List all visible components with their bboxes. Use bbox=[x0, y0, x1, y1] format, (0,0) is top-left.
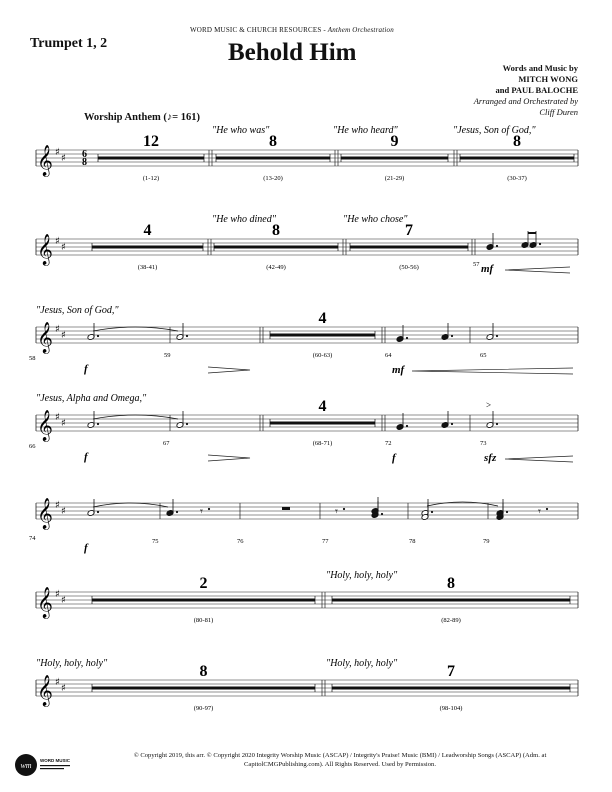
lyric-cue: "Jesus, Son of God," bbox=[36, 305, 119, 316]
tie bbox=[93, 415, 178, 419]
sharp-icon: ♯ bbox=[61, 418, 66, 429]
rest-count: 9 bbox=[390, 133, 399, 150]
measure-range: (1-12) bbox=[142, 175, 160, 182]
measure-number: 65 bbox=[480, 352, 487, 359]
rest-count: 8 bbox=[199, 663, 208, 680]
sharp-icon: ♯ bbox=[61, 330, 66, 341]
measure-range: (60-63) bbox=[312, 352, 333, 359]
dynamic-marking: sfz bbox=[484, 452, 497, 464]
treble-clef-icon: 𝄞 bbox=[37, 410, 53, 441]
sharp-icon: ♯ bbox=[55, 412, 60, 423]
multimeasure-rest bbox=[350, 246, 468, 249]
rest-count: 12 bbox=[143, 133, 159, 150]
dot bbox=[208, 508, 210, 510]
sharp-icon: ♯ bbox=[55, 324, 60, 335]
crescendo-hairpin bbox=[505, 456, 573, 462]
rest-count: 2 bbox=[199, 575, 208, 592]
measure-number: 66 bbox=[29, 443, 36, 450]
tie bbox=[93, 503, 168, 507]
dot bbox=[546, 508, 548, 510]
dot bbox=[496, 245, 498, 247]
dynamic-marking: f bbox=[84, 363, 88, 375]
publisher-subtitle: - Anthem Orchestration bbox=[323, 26, 394, 34]
dot bbox=[406, 425, 408, 427]
dynamic-marking: f bbox=[84, 451, 88, 463]
dot bbox=[97, 511, 99, 513]
copyright-notice: © Copyright 2019, this arr. © Copyright 2020 Integrity Worship Music (ASCAP) / Integrity's Praise! Music (BMI) / Leadworship Songs (ASCAP) (Adm. at CapitolCMGPublishing.com). All Rights Reserved. Used by Permission. bbox=[133, 752, 547, 768]
dot bbox=[176, 511, 178, 513]
dot bbox=[451, 423, 453, 425]
word-music-logo bbox=[14, 752, 74, 780]
lyric-cue: "Holy, holy, holy" bbox=[326, 570, 398, 581]
measure-range: (68-71) bbox=[312, 440, 333, 447]
publisher-name: WORD MUSIC & CHURCH RESOURCES bbox=[190, 26, 322, 34]
page-title: Behold Him bbox=[228, 39, 357, 66]
dynamic-marking: mf bbox=[392, 364, 405, 376]
sharp-icon: ♯ bbox=[61, 242, 66, 253]
measure-number: 74 bbox=[29, 535, 36, 542]
tie bbox=[93, 327, 178, 331]
measure-number: 57 bbox=[473, 261, 480, 268]
measure-range: (82-89) bbox=[441, 617, 461, 624]
multimeasure-rest bbox=[214, 246, 338, 249]
rest-count: 4 bbox=[318, 310, 327, 327]
dot bbox=[343, 508, 345, 510]
measure-range: (90-97) bbox=[193, 705, 214, 712]
crescendo-hairpin bbox=[412, 368, 573, 374]
sharp-icon: ♯ bbox=[61, 595, 66, 606]
measure-number: 59 bbox=[164, 352, 171, 359]
tempo-value: = 161 bbox=[172, 112, 197, 123]
measure-range: (98-104) bbox=[439, 705, 463, 712]
eighth-rest-icon: 𝄾 bbox=[538, 505, 541, 518]
sharp-icon: ♯ bbox=[55, 147, 60, 158]
credits-arranger: Cliff Duren bbox=[539, 107, 578, 117]
treble-clef-icon: 𝄞 bbox=[37, 675, 53, 706]
lyric-cue: "Holy, holy, holy" bbox=[326, 658, 398, 669]
multimeasure-rest bbox=[270, 334, 375, 337]
measure-range: (13-20) bbox=[263, 175, 283, 182]
measure-number: 76 bbox=[237, 538, 244, 545]
multimeasure-rest bbox=[92, 246, 203, 249]
rest-count: 7 bbox=[447, 663, 455, 680]
eighth-note-icon: ♪ bbox=[166, 112, 173, 123]
dot bbox=[406, 337, 408, 339]
sharp-icon: ♯ bbox=[61, 153, 66, 164]
measure-range: (21-29) bbox=[384, 175, 405, 182]
credits-composer: MITCH WONG bbox=[518, 74, 578, 84]
dot bbox=[186, 335, 188, 337]
multimeasure-rest bbox=[270, 422, 375, 425]
measure-range: (50-56) bbox=[399, 264, 419, 271]
multimeasure-rest bbox=[341, 157, 448, 160]
measure-range: (80-81) bbox=[193, 617, 214, 624]
treble-clef-icon: 𝄞 bbox=[37, 145, 53, 176]
lyric-cue: "Holy, holy, holy" bbox=[36, 658, 108, 669]
measure-number: 72 bbox=[385, 440, 392, 447]
multimeasure-rest bbox=[92, 599, 315, 602]
rest-count: 8 bbox=[513, 133, 521, 150]
part-name: Trumpet 1, 2 bbox=[30, 36, 108, 51]
svg-text:wm: wm bbox=[20, 761, 32, 770]
rest-count: 4 bbox=[318, 398, 327, 415]
multimeasure-rest bbox=[92, 687, 315, 690]
sharp-icon: ♯ bbox=[55, 500, 60, 511]
time-signature: 8 bbox=[82, 157, 87, 168]
dot bbox=[539, 243, 541, 245]
treble-clef-icon: 𝄞 bbox=[37, 322, 53, 353]
dot bbox=[381, 513, 383, 515]
measure-range: (38-41) bbox=[137, 264, 158, 271]
dot bbox=[431, 511, 433, 513]
lyric-cue: "He who was" bbox=[212, 125, 270, 136]
lyric-cue: "He who chose" bbox=[343, 214, 408, 225]
treble-clef-icon: 𝄞 bbox=[37, 498, 53, 529]
measure-range: (30-37) bbox=[507, 175, 527, 182]
multimeasure-rest bbox=[98, 157, 204, 160]
measure-number: 77 bbox=[322, 538, 329, 545]
rest-count: 8 bbox=[447, 575, 455, 592]
sharp-icon: ♯ bbox=[55, 236, 60, 247]
measure-number: 75 bbox=[152, 538, 159, 545]
measure-number: 64 bbox=[385, 352, 392, 359]
measure-number: 78 bbox=[409, 538, 416, 545]
svg-text:WORD MUSIC: WORD MUSIC bbox=[40, 758, 70, 763]
sharp-icon: ♯ bbox=[55, 589, 60, 600]
treble-clef-icon: 𝄞 bbox=[37, 587, 53, 618]
credits-composer: and PAUL BALOCHE bbox=[495, 85, 578, 95]
lyric-cue: "Jesus, Alpha and Omega," bbox=[36, 393, 147, 404]
dot bbox=[496, 335, 498, 337]
measure-range: (42-49) bbox=[266, 264, 286, 271]
multimeasure-rest bbox=[332, 599, 570, 602]
tempo-label: Worship Anthem bbox=[84, 112, 161, 123]
measure-number: 73 bbox=[480, 440, 487, 447]
lyric-cue: "Jesus, Son of God," bbox=[453, 125, 536, 136]
sharp-icon: ♯ bbox=[61, 506, 66, 517]
multimeasure-rest bbox=[216, 157, 330, 160]
measure-number: 58 bbox=[29, 355, 36, 362]
rest-count: 8 bbox=[272, 222, 280, 239]
dynamic-marking: f bbox=[84, 542, 88, 554]
decrescendo-hairpin bbox=[208, 455, 250, 461]
dot bbox=[97, 335, 99, 337]
dot bbox=[496, 423, 498, 425]
accent-icon: > bbox=[486, 400, 492, 410]
multimeasure-rest bbox=[332, 687, 570, 690]
multimeasure-rest bbox=[460, 157, 574, 160]
dot bbox=[186, 423, 188, 425]
tempo-marking: Worship Anthem (♪= 161) bbox=[84, 112, 200, 123]
eighth-rest-icon: 𝄾 bbox=[200, 505, 203, 518]
credits-line: Arranged and Orchestrated by bbox=[473, 96, 578, 106]
lyric-cue: "He who heard" bbox=[333, 125, 398, 136]
rest-count: 7 bbox=[405, 222, 413, 239]
crescendo-hairpin bbox=[505, 267, 570, 273]
decrescendo-hairpin bbox=[208, 367, 250, 373]
dot bbox=[451, 335, 453, 337]
measure-number: 79 bbox=[483, 538, 490, 545]
treble-clef-icon: 𝄞 bbox=[37, 234, 53, 265]
rest-count: 8 bbox=[269, 133, 277, 150]
dot bbox=[97, 423, 99, 425]
dynamic-marking: mf bbox=[481, 263, 494, 275]
measure-number: 67 bbox=[163, 440, 170, 447]
sharp-icon: ♯ bbox=[55, 677, 60, 688]
time-signature: 6 bbox=[82, 149, 87, 160]
sharp-icon: ♯ bbox=[61, 683, 66, 694]
whole-rest bbox=[282, 507, 290, 510]
lyric-cue: "He who dined" bbox=[212, 214, 276, 225]
dynamic-marking: f bbox=[392, 452, 396, 464]
rest-count: 4 bbox=[143, 222, 152, 239]
dot bbox=[506, 511, 508, 513]
eighth-rest-icon: 𝄾 bbox=[335, 505, 338, 518]
tie bbox=[427, 502, 498, 506]
credits-line: Words and Music by bbox=[502, 63, 578, 73]
